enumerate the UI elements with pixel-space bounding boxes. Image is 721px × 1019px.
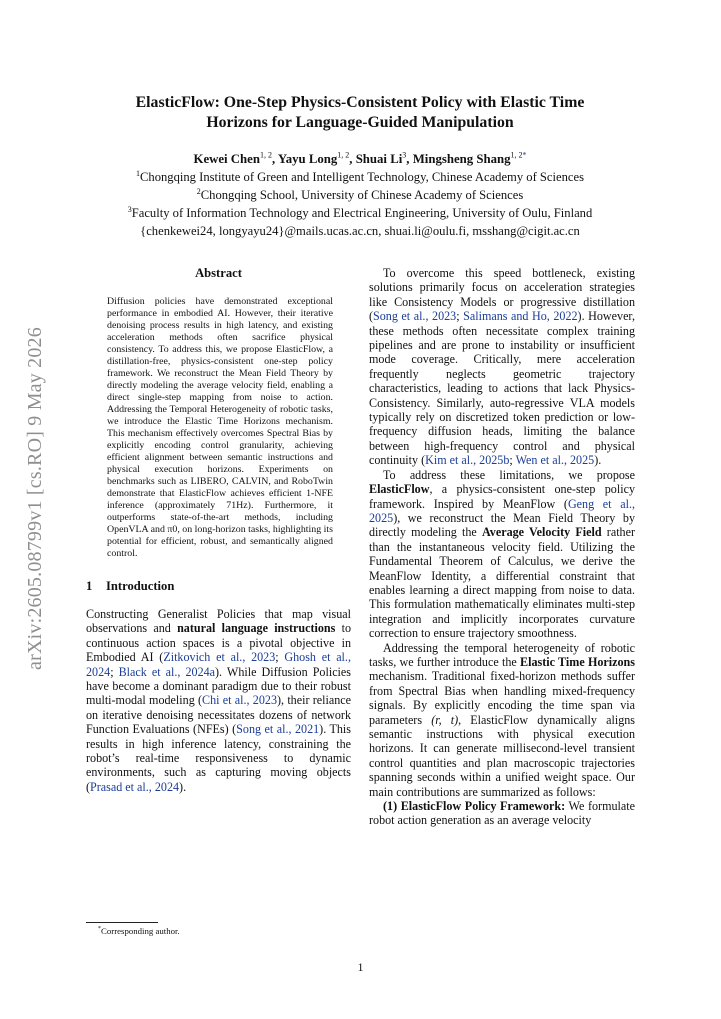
- intro-paragraph-3: To address these limitations, we propose ElasticFlow, a physics-consistent one-step policy framework. Inspired by MeanFlow (Geng et al., 2025), we reconstruct the Mean Field Theory by directly modeling the Average Velocity Field rather than the instantaneous velocity field. Utilizing the Fundamental Theorem of Calculus, we derive the MeanFlow Identity, a differential constraint that enables learning a direct mapping from noise to data. This formulation mathematically eliminates multi-step integration and implicitly incorporates curvature correction to ensure trajectory smoothness.: [369, 467, 635, 641]
- contribution-item-1: (1) ElasticFlow Policy Framework: We formulate robot action generation as an average velocity: [369, 799, 635, 828]
- section-title: Introduction: [106, 579, 175, 593]
- intro-paragraph-4: Addressing the temporal heterogeneity of robotic tasks, we further introduce the Elastic Time Horizons mechanism. Traditional fixed-horizon methods suffer from Spectral Bias when handling mixed-frequency signals. By explicitly encoding the time span via parameters (r, t), ElasticFlow dynamically aligns semantic instructions with physical execution horizons. It can generate millisecond-level transient control quantities and plan macroscopic trajectories spanning seconds within a unified weight space. Our main contributions are summarized as follows:: [369, 640, 635, 799]
- bold-emphasis: (1) ElasticFlow Policy Framework:: [383, 799, 566, 814]
- author-emails[interactable]: {chenkewei24, longyayu24}@mails.ucas.ac.cn, shuai.li@oulu.fi, msshang@cigit.ac.cn: [140, 224, 580, 238]
- paper-title: [60, 93, 660, 133]
- left-column: [86, 266, 351, 794]
- right-column: [369, 266, 635, 828]
- affiliation-number: 1: [136, 168, 140, 178]
- footnote: [98, 926, 180, 936]
- section-heading-introduction: [86, 579, 351, 594]
- citation-link[interactable]: Geng et al., 2025: [369, 496, 635, 525]
- citation-link[interactable]: Chi et al., 2023: [202, 693, 277, 708]
- page-number: 1: [357, 960, 364, 974]
- bold-emphasis: Elastic Time Horizons: [520, 654, 635, 669]
- citation-link[interactable]: Prasad et al., 2024: [90, 779, 180, 794]
- citation-link[interactable]: Song et al., 2021: [236, 722, 320, 737]
- affiliation-number: 3: [127, 204, 132, 214]
- footnote-divider: [86, 922, 158, 923]
- affiliation-list: [60, 168, 660, 222]
- title-line-2: Horizons for Language-Guided Manipulation: [206, 114, 514, 131]
- author-affiliation-mark: 3: [402, 150, 407, 160]
- author-name: Mingsheng Shang: [412, 152, 511, 166]
- citation-link[interactable]: Kim et al., 2025b: [425, 453, 510, 468]
- affiliation-line: [60, 186, 660, 204]
- footnote-text: Corresponding author.: [101, 926, 180, 936]
- citation-link[interactable]: Wen et al., 2025: [515, 453, 595, 468]
- arxiv-identifier-stamp[interactable]: [20, 296, 50, 700]
- author-affiliation-mark: 1, 2: [510, 150, 523, 160]
- affiliation-text: Chongqing Institute of Green and Intelligent Technology, Chinese Academy of Sciences: [140, 170, 584, 184]
- author-affiliation-mark: 1, 2: [259, 150, 272, 160]
- abstract-heading: Abstract: [195, 266, 242, 280]
- intro-paragraph-1: Constructing Generalist Policies that map visual observations and natural language instructions to continuous action spaces is a pivotal objective in Embodied AI (Zitkovich et al., 2023; Ghosh et al., 2024; Black et al., 2024a). While Diffusion Policies have become a dominant paradigm due to their robust multi-modal modeling (Chi et al., 2023), their reliance on iterative denoising necessitates dozens of network Function Evaluations (NFEs) (Song et al., 2021). This results in high inference latency, constraining the robot’s real-time responsiveness to dynamic environments, such as capturing moving objects (Prasad et al., 2024).: [86, 607, 352, 794]
- arxiv-identifier-text: arXiv:2605.08799v1 [cs.RO] 9 May 2026: [23, 326, 46, 670]
- author-affiliation-mark: 1, 2: [337, 150, 350, 160]
- bold-emphasis: natural language instructions: [177, 621, 336, 636]
- affiliation-number: 2: [196, 186, 201, 196]
- intro-paragraph-2: To overcome this speed bottleneck, existing solutions primarily focus on acceleration strategies like Consistency Models or progressive distillation (Song et al., 2023; Salimans and Ho, 2022). However, these methods often necessitate complex training pipelines and are prone to instability or insufficient mode coverage. Critically, mere acceleration frequently neglects geometric trajectory characteristics, leading to actions that lack Physics-Consistency. Similarly, auto-regressive VLA models typically rely on discretized token prediction or low-frequency diffusion heads, limiting the balance between high-frequency control and physical continuity (Kim et al., 2025b; Wen et al., 2025).: [369, 266, 635, 468]
- affiliation-text: Chongqing School, University of Chinese Academy of Sciences: [200, 188, 524, 202]
- citation-link[interactable]: Ghosh et al., 2024: [86, 650, 351, 679]
- affiliation-text: Faculty of Information Technology and Electrical Engineering, University of Oulu, Finland: [131, 206, 593, 220]
- author-block: [60, 150, 660, 240]
- footnote-mark: *: [98, 926, 101, 933]
- citation-link[interactable]: Zitkovich et al., 2023: [163, 650, 276, 665]
- author-name: Yayu Long: [277, 152, 338, 166]
- abstract-body: Diffusion policies have demonstrated exceptional performance in embodied AI. However, their iterative denoising process results in high latency, and existing acceleration methods often sacrifice physical consistency. To address this, we propose ElasticFlow, a distillation-free, physics-consistent one-step policy framework. We reconstruct the Mean Field Theory by directly modeling the average velocity field, enabling a direct single-step mapping from noise to action. Addressing the Temporal Heterogeneity of robotic tasks, we introduce the Elastic Time Horizons mechanism. This mechanism effectively overcomes Spectral Bias by explicitly encoding control granularity, achieving efficient alignment between semantic instructions and physical execution horizons. Experiments on benchmarks such as LIBERO, CALVIN, and RoboTwin demonstrate that ElasticFlow achieves efficient 1-NFE inference (approximately 71Hz). Furthermore, it outperforms state-of-the-art methods, including OpenVLA and π0, on long-horizon tasks, highlighting its potential for efficient, robust, and semantically aligned control.: [107, 296, 333, 559]
- corresponding-author-mark[interactable]: *: [522, 150, 527, 160]
- bold-emphasis: Average Velocity Field: [481, 525, 602, 540]
- citation-link[interactable]: Black et al., 2024a: [118, 664, 216, 679]
- bold-emphasis: ElasticFlow: [369, 482, 430, 497]
- section-number: 1: [86, 579, 93, 593]
- author-names: Kewei Chen$^{1, 2}$, Yayu Long$^{1, 2}$, Shuai Li$^3$, Mingsheng Shang$^{1, 2*}$: [193, 150, 527, 166]
- citation-link[interactable]: Salimans and Ho, 2022: [463, 309, 578, 324]
- author-name: Kewei Chen: [193, 152, 260, 166]
- math-inline: (r, t): [431, 712, 459, 727]
- author-name: Shuai Li: [355, 152, 403, 166]
- affiliation-line: [60, 204, 660, 222]
- affiliation-line: [60, 168, 660, 186]
- citation-link[interactable]: Song et al., 2023: [373, 309, 457, 324]
- title-line-1: ElasticFlow: One-Step Physics-Consistent Policy with Elastic Time: [135, 94, 585, 111]
